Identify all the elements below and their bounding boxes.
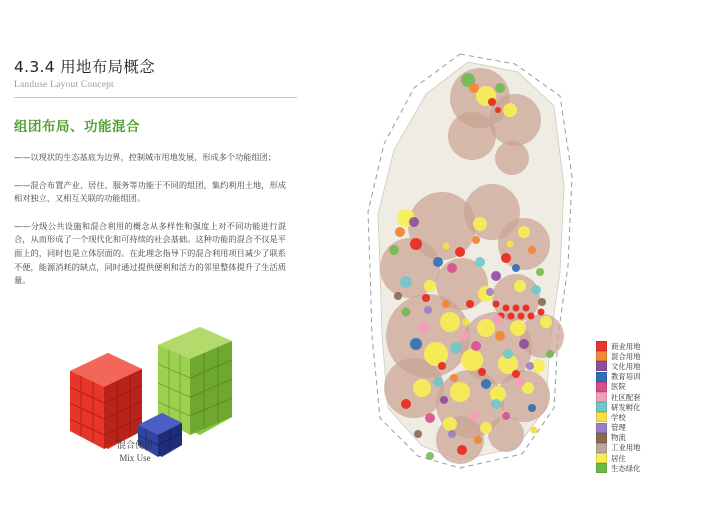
legend-item — [596, 402, 692, 412]
education-bubble — [433, 257, 443, 267]
commercial-bubble — [538, 309, 545, 316]
legend-label: 混合用地 — [611, 351, 641, 361]
legend-swatch-school — [596, 412, 607, 422]
legend-label: 居住 — [611, 453, 626, 463]
legend-item — [596, 351, 692, 361]
legend-swatch-residential — [596, 453, 607, 463]
legend-item — [596, 412, 692, 422]
legend-item — [596, 433, 692, 443]
eco-bubble — [495, 83, 505, 93]
management-bubble — [424, 306, 432, 314]
legend-item — [596, 443, 692, 453]
landuse-map-svg — [310, 36, 612, 492]
legend-label: 学校 — [611, 412, 626, 422]
red-block — [70, 353, 142, 449]
mixeduse-bubble — [395, 227, 405, 237]
education-bubble — [481, 379, 491, 389]
title-divider — [14, 97, 297, 98]
rnd-bubble — [531, 285, 541, 295]
school-bubble — [443, 243, 450, 250]
management-bubble — [448, 430, 456, 438]
residential-bubble — [477, 319, 495, 337]
community-bubble — [515, 377, 525, 387]
residential-bubble — [424, 342, 448, 366]
education-bubble — [410, 338, 422, 350]
legend-label: 工业用地 — [611, 443, 641, 453]
culture-bubble — [491, 271, 501, 281]
legend-label: 物流 — [611, 433, 626, 443]
education-bubble — [512, 264, 520, 272]
management-bubble — [486, 288, 494, 296]
legend-swatch-management — [596, 423, 607, 433]
legend-label: 社区配套 — [611, 392, 641, 402]
residential-bubble — [413, 379, 431, 397]
legend-swatch-rnd — [596, 402, 607, 412]
landuse-map — [310, 36, 612, 492]
commercial-bubble — [512, 370, 520, 378]
legend-swatch-commercial — [596, 341, 607, 351]
residential-bubble — [473, 217, 487, 231]
legend-item — [596, 453, 692, 463]
legend-item — [596, 463, 692, 473]
eco-bubble — [546, 350, 554, 358]
commercial-bubble — [438, 362, 446, 370]
residential-bubble — [518, 226, 530, 238]
legend-swatch-industrial — [596, 443, 607, 453]
commercial-bubble — [466, 300, 474, 308]
hospital-bubble — [425, 413, 435, 423]
legend-item — [596, 361, 692, 371]
text-column — [14, 55, 304, 288]
rnd-bubble — [475, 257, 485, 267]
legend-swatch-mixeduse — [596, 351, 607, 361]
commercial-bubble — [493, 301, 500, 308]
commercial-bubble — [422, 294, 430, 302]
rnd-bubble — [450, 342, 462, 354]
legend-swatch-education — [596, 372, 607, 382]
rnd-bubble — [503, 349, 513, 359]
cluster-bubble — [488, 416, 524, 452]
page-subtitle-en: Landuse Layout Concept — [14, 80, 114, 90]
mixeduse-bubble — [528, 246, 536, 254]
logistics-bubble — [538, 298, 546, 306]
school-bubble — [531, 427, 538, 434]
rnd-bubble — [400, 276, 412, 288]
rnd-bubble — [491, 399, 501, 409]
map-legend — [596, 341, 692, 473]
cluster-bubble — [489, 94, 541, 146]
community-bubble — [459, 331, 469, 341]
residential-bubble — [440, 312, 460, 332]
eco-bubble — [536, 268, 544, 276]
commercial-bubble — [457, 445, 467, 455]
legend-item — [596, 423, 692, 433]
commercial-bubble — [488, 98, 496, 106]
community-bubble — [469, 411, 479, 421]
residential-bubble — [480, 422, 492, 434]
mixeduse-bubble — [469, 83, 479, 93]
mixeduse-bubble — [450, 374, 458, 382]
legend-label: 生态绿化 — [611, 463, 641, 473]
commercial-bubble — [513, 305, 520, 312]
school-bubble — [507, 241, 514, 248]
mixeduse-bubble — [474, 436, 482, 444]
residential-bubble — [461, 349, 483, 371]
logistics-bubble — [414, 430, 422, 438]
mixeduse-bubble — [472, 236, 480, 244]
culture-bubble — [519, 339, 529, 349]
hospital-bubble — [471, 341, 481, 351]
section-heading: 组团布局、功能混合 — [14, 119, 140, 135]
legend-item — [596, 372, 692, 382]
legend-swatch-community — [596, 392, 607, 402]
eco-bubble — [402, 308, 411, 317]
residential-bubble — [503, 103, 517, 117]
legend-label: 医院 — [611, 382, 626, 392]
hospital-bubble — [502, 412, 510, 420]
hospital-bubble — [447, 263, 457, 273]
commercial-bubble — [455, 247, 465, 257]
school-bubble — [463, 319, 470, 326]
paragraph-1: ——以现状的生态基底为边界，控制城市用地发展，形成多个功能组团； — [14, 152, 277, 162]
residential-bubble — [450, 382, 470, 402]
eco-bubble — [426, 452, 434, 460]
community-bubble — [418, 322, 430, 334]
commercial-bubble — [410, 238, 422, 250]
culture-bubble — [440, 396, 448, 404]
commercial-bubble — [523, 305, 530, 312]
legend-label: 管理 — [611, 423, 626, 433]
commercial-bubble — [495, 107, 501, 113]
eco-bubble — [389, 245, 399, 255]
commercial-bubble — [508, 313, 515, 320]
paragraph-3: ——分级公共设施和混合利用的概念从多样性和强度上对不同功能进行混合，从而形成了一个现代化和可持续的社会基础。这种功能的混合不仅是平面上的，同时也是立体层面的。在此理念指导下的混合利用项目减少了联系不便，能源消耗的缺点，同时通过提供便利和活力的邻里整体提升了生活质量。 — [14, 220, 286, 286]
cluster-bubble — [495, 141, 529, 175]
commercial-bubble — [503, 305, 510, 312]
page-title: 4.3.4 用地布局概念 — [14, 58, 155, 76]
logistics-bubble — [394, 292, 402, 300]
rnd-bubble — [433, 377, 443, 387]
legend-item — [596, 392, 692, 402]
mixeduse-bubble — [442, 300, 450, 308]
legend-item — [596, 382, 692, 392]
community-bubble — [493, 315, 503, 325]
legend-label: 文化用地 — [611, 361, 641, 371]
legend-swatch-hospital — [596, 382, 607, 392]
residential-bubble — [540, 316, 552, 328]
education-bubble — [528, 404, 536, 412]
legend-swatch-culture — [596, 361, 607, 371]
commercial-bubble — [478, 368, 486, 376]
legend-item — [596, 341, 692, 351]
mixuse-caption-en: Mix Use — [119, 453, 151, 463]
residential-bubble — [514, 280, 526, 292]
legend-swatch-logistics — [596, 433, 607, 443]
commercial-bubble — [518, 313, 525, 320]
commercial-bubble — [501, 253, 511, 263]
mixuse-caption — [60, 440, 210, 464]
mixeduse-bubble — [495, 331, 505, 341]
commercial-bubble — [528, 313, 535, 320]
residential-bubble — [443, 417, 457, 431]
commercial-bubble — [401, 399, 411, 409]
legend-label: 商业用地 — [611, 341, 641, 351]
residential-bubble — [510, 320, 526, 336]
legend-swatch-eco — [596, 463, 607, 473]
mixuse-caption-cn: 混合使用 — [116, 441, 153, 451]
management-bubble — [526, 362, 534, 370]
cluster-bubble — [448, 112, 496, 160]
legend-label: 研发孵化 — [611, 402, 641, 412]
residential-bubble — [424, 280, 436, 292]
culture-bubble — [409, 217, 419, 227]
legend-label: 教育培训 — [611, 372, 641, 382]
paragraph-2: ——混合布置产业、居住、服务等功能于不同的组团，集约利用土地，形成相对独立、又相互关联的功能组团。 — [14, 179, 286, 204]
